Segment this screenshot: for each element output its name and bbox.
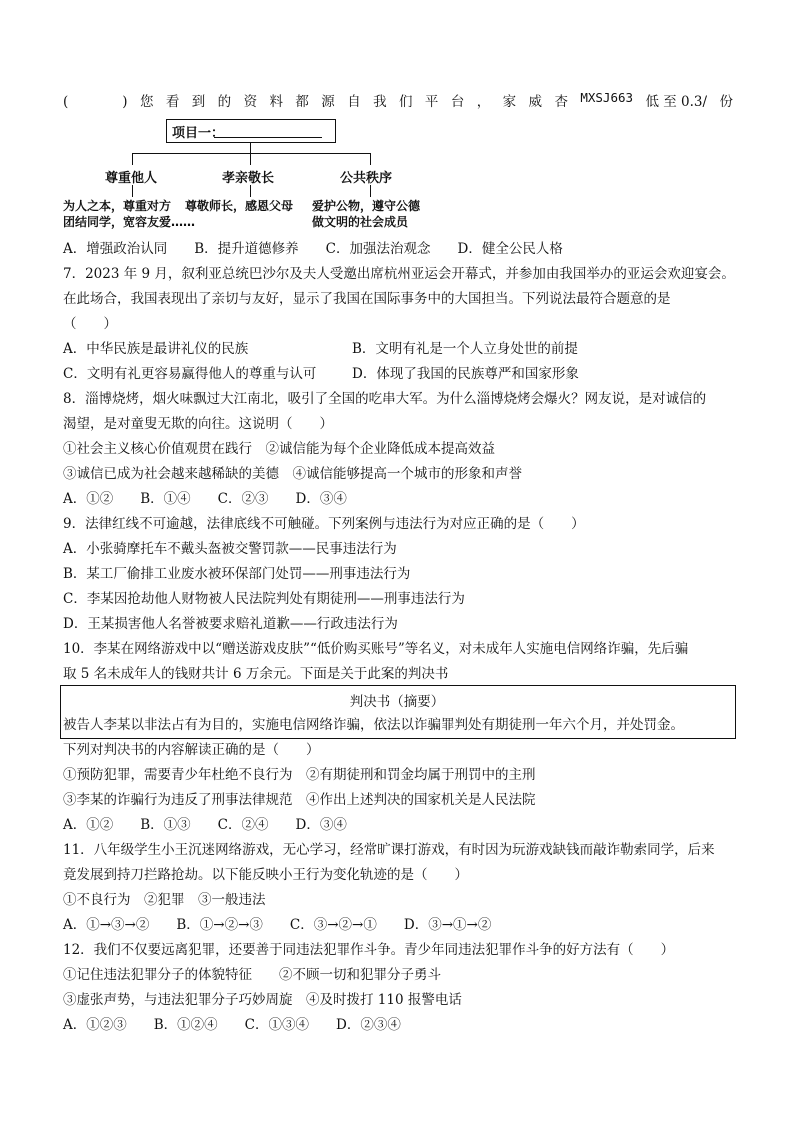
- header-char: 威: [528, 94, 543, 110]
- header-char: 到: [191, 94, 206, 110]
- header-char: 我: [373, 94, 387, 110]
- diagram-root-blank: [214, 137, 322, 138]
- diagram-connector: [250, 185, 251, 197]
- diagram-connector: [132, 153, 133, 165]
- header-char: 您: [139, 94, 154, 110]
- q10-statements-1: ①预防犯罪，需要青少年杜绝不良行为 ②有期徒刑和罚金均属于刑罚中的主刑: [63, 767, 536, 783]
- q7-option-d: D．体现了我国的民族尊严和国家形象: [352, 366, 579, 382]
- diagram-desc-respect-2: 团结同学，宽容友爱……: [63, 215, 196, 229]
- q9-option-b: B．某工厂偷排工业废水被环保部门处罚——刑事违法行为: [63, 566, 411, 582]
- q12-stem: 12．我们不仅要远离犯罪，还要善于同违法犯罪作斗争。青少年同违法犯罪作斗争的好方法有（ ）: [63, 942, 675, 958]
- header-unit: 份: [719, 94, 733, 110]
- diagram-node-public-order: 公共秩序: [340, 171, 393, 186]
- header-char: 自: [347, 94, 361, 110]
- q9-option-a: A．小张骑摩托车不戴头盔被交警罚款——民事违法行为: [63, 541, 397, 557]
- judgment-body: 被告人李某以非法占有为目的，实施电信网络诈骗，依法以诈骗罪判处有期徒刑一年六个月，并处罚金。: [63, 717, 684, 733]
- header-char: 平: [424, 94, 439, 110]
- q10-options: A．①② B．①③ C．②④ D．③④: [63, 817, 347, 833]
- diagram-connector: [250, 142, 251, 153]
- diagram-desc-respect-1: 为人之本，尊重对方: [63, 199, 172, 213]
- q10-stem-2: 取 5 名未成年人的钱财共计 6 万余元。下面是关于此案的判决书: [63, 666, 449, 682]
- diagram-connector: [250, 153, 251, 165]
- q7-option-b: B．文明有礼是一个人立身处世的前提: [352, 341, 578, 357]
- q7-stem-1: 7．2023 年 9 月，叙利亚总统巴沙尔及夫人受邀出席杭州亚运会开幕式，并参加由我国举办的亚运会欢迎宴会。: [63, 266, 735, 282]
- q7-option-a: A．中华民族是最讲礼仪的民族: [63, 341, 249, 357]
- q11-options: A．①→③→② B．①→②→③ C．③→②→① D．③→①→②: [63, 917, 492, 933]
- q8-stem-2: 渴望，是对童叟无欺的向往。这说明（ ）: [63, 416, 333, 432]
- q8-options: A．①② B．①④ C．②③ D．③④: [63, 491, 347, 507]
- q8-statements-2: ③诚信已成为社会越来越稀缺的美德 ④诚信能够提高一个城市的形象和声誉: [63, 466, 522, 482]
- judgment-title: 判决书（摘要）: [349, 694, 445, 710]
- diagram-desc-order-1: 爱护公物，遵守公德: [312, 199, 421, 213]
- diagram-desc-filial: 尊敬师长，感恩父母: [185, 199, 294, 213]
- header-char: 看: [165, 94, 180, 110]
- q9-stem: 9．法律红线不可逾越，法律底线不可触碰。下列案例与违法行为对应正确的是（ ）: [63, 516, 585, 532]
- q12-statements-2: ③虚张声势，与违法犯罪分子巧妙周旋 ④及时拨打 110 报警电话: [63, 992, 462, 1008]
- diagram-connector: [370, 153, 371, 165]
- header-price: 低 至 0.3/: [645, 94, 708, 110]
- q10-stem-1: 10．李某在网络游戏中以“赠送游戏皮肤”“低价购买账号”等名义，对未成年人实施电信网络诈骗，先后骗: [63, 641, 689, 657]
- header-char: 料: [269, 94, 283, 110]
- header-line: [63, 90, 733, 110]
- q8-stem-1: 8．淄博烧烤，烟火味飘过大江南北，吸引了全国的吃串大军。为什么淄博烧烤会爆火？网友说，是对诚信的: [63, 391, 707, 407]
- header-char: 资: [243, 94, 258, 110]
- q12-options: A．①②③ B．①②④ C．①③④ D．②③④: [63, 1017, 401, 1033]
- diagram-node-respect: 尊重他人: [105, 171, 158, 186]
- q7-stem-2: 在此场合，我国表现出了亲切与友好，显示了我国在国际事务中的大国担当。下列说法最符合题意的是: [63, 291, 671, 307]
- diagram-root-label: 项目一：: [172, 126, 225, 141]
- header-char: 都: [295, 94, 309, 110]
- header-char: ，: [476, 94, 491, 110]
- diagram-node-filial: 孝亲敬长: [222, 171, 275, 186]
- q11-stem-1: 11．八年级学生小王沉迷网络游戏，无心学习，经常旷课打游戏，有时因为玩游戏缺钱而敲诈勒索同学，后来: [63, 842, 715, 858]
- q11-statements: ①不良行为 ②犯罪 ③一般违法: [63, 892, 266, 908]
- diagram-connector: [370, 185, 371, 197]
- header-char: 源: [321, 94, 335, 110]
- header-char: 们: [399, 94, 413, 110]
- diagram-connector: [132, 153, 370, 154]
- header-char: 杏: [554, 94, 568, 110]
- q6-options: A．增强政治认同 B．提升道德修养 C．加强法治观念 D．健全公民人格: [63, 241, 563, 257]
- answer-paren: ( ): [63, 94, 128, 110]
- diagram-desc-order-2: 做文明的社会成员: [312, 215, 409, 229]
- q10-stem-3: 下列对判决书的内容解读正确的是（ ）: [63, 742, 320, 758]
- diagram-connector: [132, 185, 133, 197]
- q7-option-c: C．文明有礼更容易赢得他人的尊重与认可: [63, 366, 317, 382]
- q10-statements-2: ③李某的诈骗行为违反了刑事法律规范 ④作出上述判决的国家机关是人民法院: [63, 792, 536, 808]
- header-char: 台: [450, 94, 465, 110]
- header-char: 家: [502, 94, 517, 110]
- q7-stem-3: （ ）: [63, 316, 117, 332]
- header-char: 的: [217, 94, 232, 110]
- q9-option-c: C．李某因抢劫他人财物被人民法院判处有期徒刑——刑事违法行为: [63, 591, 465, 607]
- q8-statements-1: ①社会主义核心价值观贯在践行 ②诚信能为每个企业降低成本提高效益: [63, 441, 495, 457]
- q12-statements-1: ①记住违法犯罪分子的体貌特征 ②不顾一切和犯罪分子勇斗: [63, 967, 441, 983]
- header-code: MXSJ663: [580, 90, 634, 105]
- q9-option-d: D．王某损害他人名誉被要求赔礼道歉——行政违法行为: [63, 616, 398, 632]
- q11-stem-2: 竟发展到持刀拦路抢劫。以下能反映小王行为变化轨迹的是（ ）: [63, 867, 468, 883]
